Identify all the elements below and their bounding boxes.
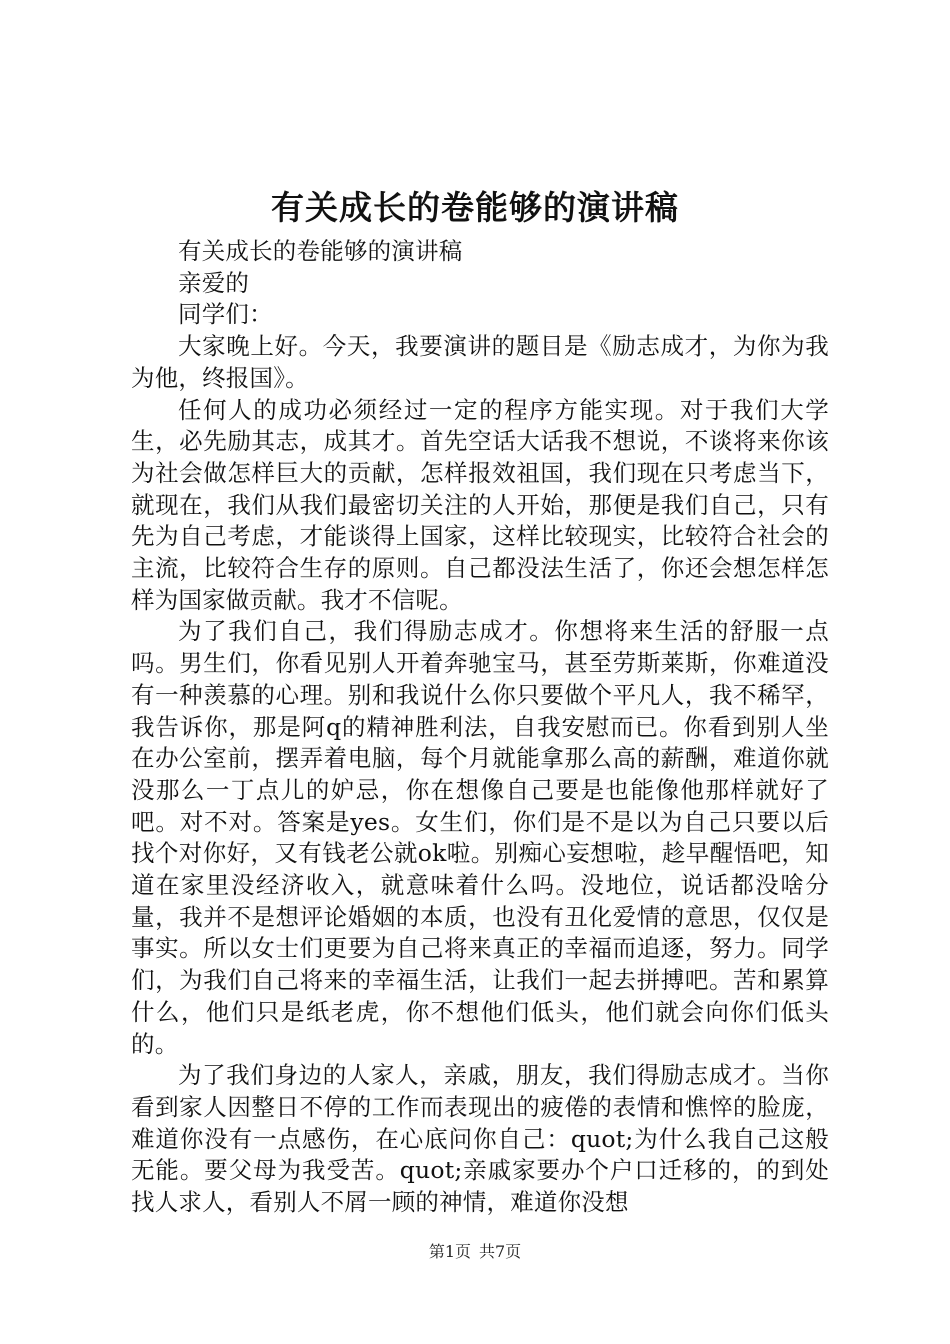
paragraph: 大家晚上好。今天，我要演讲的题目是《励志成才，为你为我为他，终报国》。 xyxy=(131,332,829,392)
paragraph: 同学们： xyxy=(178,300,273,329)
document-title: 有关成长的卷能够的演讲稿 xyxy=(271,188,679,227)
paragraph: 有关成长的卷能够的演讲稿 xyxy=(178,237,463,265)
page-total: 共7页 xyxy=(479,1242,522,1261)
document-body xyxy=(131,236,829,1219)
paragraph: 为了我们身边的人家人，亲戚，朋友，我们得励志成才。当你看到家人因整日不停的工作而表现出的疲倦的表情和憔悴的脸庞，难道你没有一点感伤，在心底问你自己：quot;为什么我自己这般无能。要父母为我受苦。quot;亲戚家要办个户口迁移的，的到处找人求人，看别人不屑一顾的神情，难道你没想 xyxy=(131,1061,829,1217)
paragraph: 任何人的成功必须经过一定的程序方能实现。对于我们大学生，必先励其志，成其才。首先空话大话我不想说，不谈将来你该为社会做怎样巨大的贡献，怎样报效祖国，我们现在只考虑当下，就现在，我们从我们最密切关注的人开始，那便是我们自己，只有先为自己考虑，才能谈得上国家，这样比较现实，比较符合社会的主流，比较符合生存的原则。自己都没法生活了，你还会想怎样怎样为国家做贡献。我才不信呢。 xyxy=(131,395,829,614)
page-number: 第1页 xyxy=(428,1242,471,1261)
paragraph: 亲爱的 xyxy=(178,268,250,297)
page-footer xyxy=(0,1241,950,1263)
paragraph: 为了我们自己，我们得励志成才。你想将来生活的舒服一点吗。男生们，你看见别人开着奔驰宝马，甚至劳斯莱斯，你难道没有一种羡慕的心理。别和我说什么你只要做个平凡人，我不稀罕，我告诉你，那是阿q的精神胜利法，自我安慰而已。你看到别人坐在办公室前，摆弄着电脑，每个月就能拿那么高的薪酬，难道你就没那么一丁点儿的妒忌，你在想像自己要是也能像他那样就好了吧。对不对。答案是yes。女生们，你们是不是以为自己只要以后找个对你好，又有钱老公就ok啦。别痴心妄想啦，趁早醒悟吧，知道在家里没经济收入，就意味着什么吗。没地位，说话都没啥分量，我并不是想评论婚姻的本质，也没有丑化爱情的意思，仅仅是事实。所以女士们更要为自己将来真正的幸福而追逐，努力。同学们，为我们自己将来的幸福生活，让我们一起去拼搏吧。苦和累算什么，他们只是纸老虎，你不想他们低头，他们就会向你们低头的。 xyxy=(131,617,829,1058)
